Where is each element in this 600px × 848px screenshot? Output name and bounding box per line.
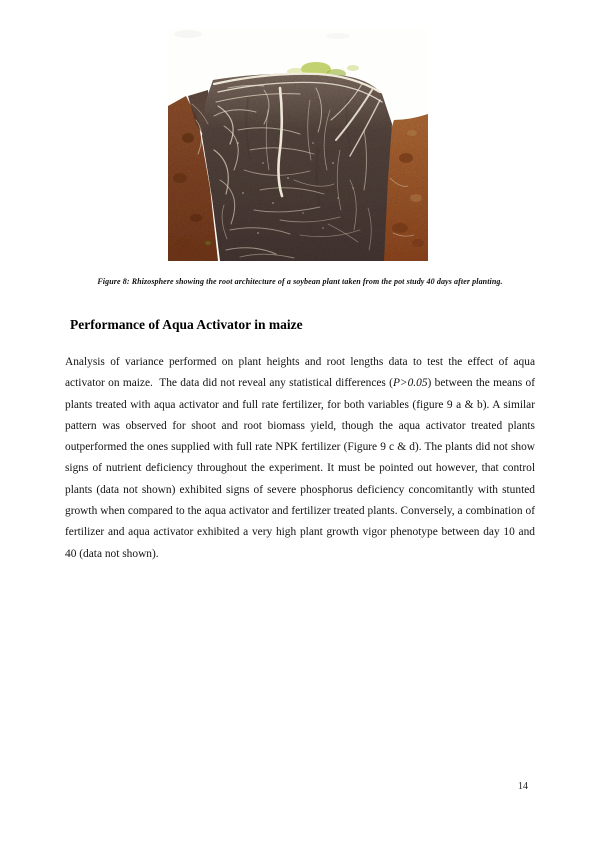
section-heading: Performance of Aqua Activator in maize xyxy=(70,317,303,332)
page-number: 14 xyxy=(518,781,528,792)
figure-caption: Figure 8: Rhizosphere showing the root architecture of a soybean plant taken from the pot study 40 days after planting. xyxy=(97,277,503,286)
paragraph-text-after: ) between the means of plants treated with aqua activator and full rate fertilizer, for both variables (figure 9 a & b). A similar pattern was observed for shoot and root biomass yield, though the aqua activator treated plants outperformed the ones supplied with full rate NPK fertilizer (Figure 9 c & d). The plants did not show signs of nutrient deficiency throughout the experiment. It must be pointed out however, that control plants (data not shown) exhibited signs of severe phosphorus deficiency concomitantly with stunted growth when compared to the aqua activator and fertilizer treated plants. Conversely, a combination of fertilizer and aqua activator exhibited a very high plant growth vigor phenotype between day 10 and 40 (data not shown). xyxy=(65,377,536,560)
body-paragraph xyxy=(65,352,535,565)
stat-pvalue: P>0.05 xyxy=(392,377,428,390)
paragraph-text-before: Analysis of variance performed on plant heights and root lengths data to test the effect of aqua activator on maize. The data did not reveal any statistical differences ( xyxy=(65,356,535,390)
rhizosphere-photo-art xyxy=(168,28,428,261)
rhizosphere-photo xyxy=(168,28,428,261)
